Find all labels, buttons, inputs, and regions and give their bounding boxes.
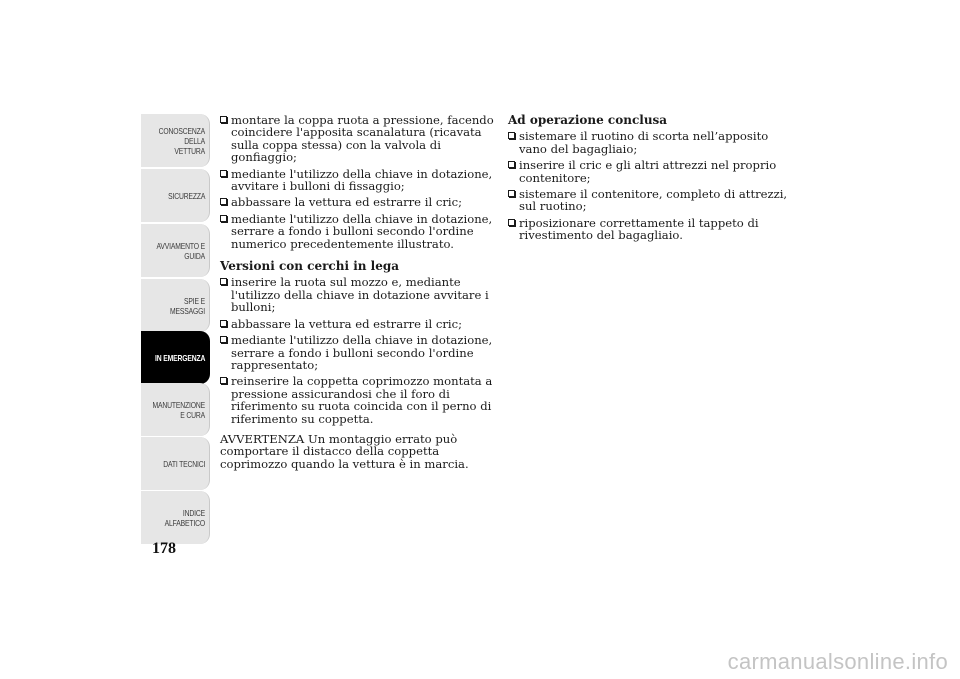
list-item	[220, 196, 500, 208]
list-item-text: mediante l'utilizzo della chiave in dotazione, serrare a fondo i bulloni secondo l'ordine numerico precedentemente illustrato.	[231, 211, 493, 251]
warning-note: AVVERTENZA Un montaggio errato può comportare il distacco della coppetta coprimozzo quando la vettura è in marcia.	[220, 431, 469, 471]
section-heading: Ad operazione conclusa	[508, 113, 668, 127]
page-number: 178	[152, 540, 176, 557]
list-item	[508, 159, 798, 184]
section-heading: Versioni con cerchi in lega	[220, 259, 400, 274]
checkbox-bullet-icon	[220, 170, 227, 177]
watermark: carmanualsonline.info	[727, 649, 948, 674]
tab-conoscenza-della-vettura[interactable]	[141, 114, 210, 167]
tab-dati-tecnici[interactable]	[141, 437, 210, 490]
tab-sicurezza[interactable]	[141, 169, 210, 222]
list-item	[220, 276, 500, 313]
list-item	[220, 213, 500, 250]
checkbox-bullet-icon	[508, 161, 515, 168]
list-item-text: abbassare la vettura ed estrarre il cric;	[231, 195, 462, 210]
checkbox-bullet-icon	[220, 336, 227, 343]
checkbox-bullet-icon	[220, 278, 227, 285]
list-item	[220, 168, 500, 193]
list-item-text: riposizionare correttamente il tappeto di rivestimento del bagagliaio.	[519, 215, 759, 243]
tab-label: MANUTENZIONE E CURA	[152, 399, 205, 420]
checkbox-bullet-icon	[508, 132, 515, 139]
tab-label: AVVIAMENTO E GUIDA	[156, 240, 205, 261]
list-item-text: inserire il cric e gli altri attrezzi nel proprio contenitore;	[519, 158, 777, 185]
tab-label: DATI TECNICI	[162, 458, 205, 469]
list-item	[508, 130, 798, 155]
tab-label: SICUREZZA	[167, 190, 205, 201]
list-item-text: mediante l'utilizzo della chiave in dotazione, avvitare i bulloni di fissaggio;	[231, 166, 493, 194]
list-item-text: sistemare il ruotino di scorta nell’apposito vano del bagagliaio;	[519, 129, 769, 156]
tab-avviamento-e-guida[interactable]	[141, 224, 210, 277]
list-item-text: sistemare il contenitore, completo di attrezzi, sul ruotino;	[519, 187, 788, 214]
list-item-text: montare la coppa ruota a pressione, facendo coincidere l'apposita scanalatura (ricavata sulla coppa stessa) con la valvola di gonfiaggio;	[231, 113, 494, 165]
tab-label: IN EMERGENZA	[154, 352, 205, 363]
tab-label: SPIE E MESSAGGI	[170, 295, 205, 316]
tab-label: CONOSCENZA DELLA VETTURA	[158, 125, 205, 156]
list-item-text: inserire la ruota sul mozzo e, mediante l'utilizzo della chiave in dotazione avvitare i bulloni;	[231, 275, 489, 315]
list-item	[508, 217, 798, 242]
checkbox-bullet-icon	[220, 320, 227, 327]
checkbox-bullet-icon	[508, 219, 515, 226]
list-item-text: mediante l'utilizzo della chiave in dotazione, serrare a fondo i bulloni secondo l'ordine rappresentato;	[231, 333, 493, 372]
list-item	[220, 318, 500, 330]
right-column	[508, 114, 798, 246]
tab-spie-e-messaggi[interactable]	[141, 279, 210, 332]
checkbox-bullet-icon	[220, 215, 227, 222]
list-item-text: reinserire la coppetta coprimozzo montata a pressione assicurandosi che il foro di riferimento su ruota coincida con il perno di riferimento su coppetta.	[231, 374, 493, 426]
tab-label: INDICE ALFABETICO	[164, 507, 205, 528]
checkbox-bullet-icon	[220, 116, 227, 123]
checkbox-bullet-icon	[508, 190, 515, 197]
list-item	[220, 334, 500, 371]
list-item-text: abbassare la vettura ed estrarre il cric;	[231, 316, 462, 331]
tab-manutenzione-e-cura[interactable]	[141, 383, 210, 436]
list-item	[220, 375, 500, 425]
left-column	[220, 114, 500, 470]
list-item	[220, 114, 500, 164]
tab-indice-alfabetico[interactable]	[141, 491, 210, 544]
checkbox-bullet-icon	[220, 198, 227, 205]
checkbox-bullet-icon	[220, 377, 227, 384]
tab-in-emergenza[interactable]	[141, 331, 210, 384]
list-item	[508, 188, 798, 213]
